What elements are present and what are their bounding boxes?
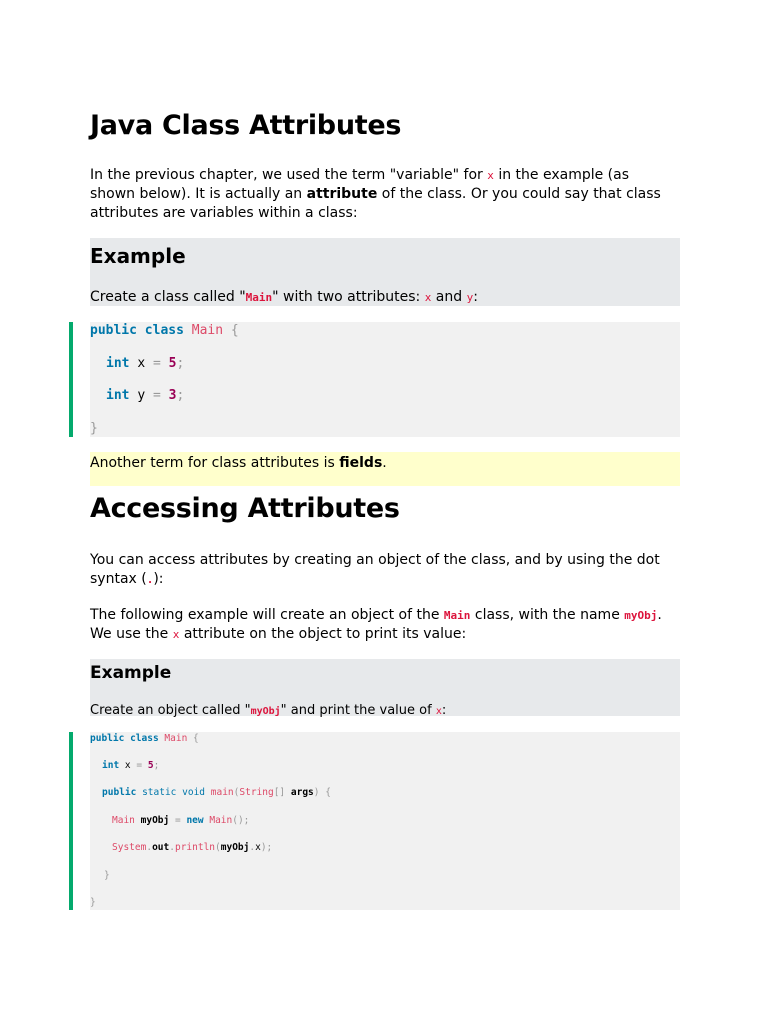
code-block-1 bbox=[90, 322, 680, 437]
example-box-2 bbox=[90, 659, 680, 716]
code-line bbox=[106, 388, 184, 403]
code-token: 3 bbox=[168, 388, 177, 403]
code-line bbox=[104, 870, 110, 881]
access-paragraph-2 bbox=[90, 606, 675, 644]
code-token: } bbox=[104, 870, 110, 881]
code-token: } bbox=[90, 421, 98, 436]
code-token: Main bbox=[209, 815, 233, 826]
note-text-1: Another term for class attributes is bbox=[90, 455, 340, 471]
code-line bbox=[102, 760, 159, 771]
code-token: new bbox=[186, 815, 204, 826]
code-token: String bbox=[239, 787, 274, 798]
code-token: ); bbox=[260, 842, 273, 853]
code-token: public bbox=[90, 323, 137, 338]
code-token: args bbox=[290, 787, 314, 798]
code-token: 5 bbox=[168, 356, 177, 371]
inline-code-x: x bbox=[435, 706, 442, 717]
code-token: println bbox=[174, 842, 216, 853]
inline-code-main: Main bbox=[245, 291, 273, 304]
code-token: myObj bbox=[220, 842, 250, 853]
note-bold-fields: fields bbox=[339, 455, 383, 471]
code-token: int bbox=[102, 760, 120, 771]
example-heading-2: Example bbox=[90, 663, 172, 683]
code-token: = bbox=[152, 388, 161, 403]
example-desc-1 bbox=[90, 288, 478, 307]
code-token: = bbox=[152, 356, 161, 371]
intro-text-3: of the class. Or you could say that class attributes are variables within a class: bbox=[90, 186, 661, 221]
inline-code-x: x bbox=[424, 291, 432, 304]
code-token: Main bbox=[191, 323, 224, 338]
intro-bold-attribute: attribute bbox=[306, 186, 378, 202]
code-token: System bbox=[112, 842, 147, 853]
code-token: ( bbox=[233, 787, 240, 798]
code-token: { bbox=[325, 787, 331, 798]
code-token: static bbox=[142, 787, 177, 798]
code-token: x bbox=[137, 356, 146, 371]
section-heading-accessing: Accessing Attributes bbox=[90, 493, 400, 524]
example-heading-1: Example bbox=[90, 244, 186, 268]
code-token: int bbox=[106, 388, 130, 403]
code-line bbox=[106, 356, 184, 371]
code-token: main bbox=[210, 787, 234, 798]
note-text-2: . bbox=[382, 455, 387, 471]
code-token: 5 bbox=[147, 760, 154, 771]
code-token: = bbox=[174, 815, 181, 826]
code-token: public bbox=[102, 787, 137, 798]
example-desc-1-text-4: : bbox=[473, 289, 478, 305]
access-p1-text-1: You can access attributes by creating an object of the class, and by using the dot syntax ( bbox=[90, 552, 660, 587]
code-token: (); bbox=[232, 815, 250, 826]
code-token: ; bbox=[176, 388, 185, 403]
code-block-accent-bar-1 bbox=[69, 322, 73, 437]
note-box bbox=[90, 452, 680, 486]
note-text bbox=[90, 454, 387, 473]
code-block-2 bbox=[90, 732, 680, 910]
code-token: { bbox=[193, 733, 199, 744]
code-line bbox=[112, 815, 249, 826]
code-token: ( bbox=[215, 842, 221, 853]
code-token: class bbox=[144, 323, 184, 338]
access-p2-text-2: class, with the name bbox=[470, 607, 625, 623]
code-token: myObj bbox=[140, 815, 170, 826]
inline-code-myobj: myObj bbox=[624, 609, 658, 622]
code-token: . bbox=[249, 842, 256, 853]
access-paragraph-1 bbox=[90, 551, 675, 589]
code-token: out bbox=[152, 842, 170, 853]
code-token: x bbox=[255, 842, 261, 853]
code-token: x bbox=[124, 760, 131, 771]
code-line bbox=[102, 787, 331, 798]
code-token: ) bbox=[313, 787, 320, 798]
code-line bbox=[90, 897, 96, 908]
code-token: y bbox=[137, 388, 146, 403]
inline-code-y: y bbox=[466, 291, 474, 304]
inline-code-dot: . bbox=[146, 573, 154, 586]
code-block-accent-bar-2 bbox=[69, 732, 73, 910]
page-title: Java Class Attributes bbox=[90, 110, 402, 141]
example-box-1 bbox=[90, 238, 680, 306]
code-line bbox=[90, 323, 239, 338]
access-p1-text-2: ): bbox=[153, 571, 164, 587]
intro-paragraph bbox=[90, 166, 675, 223]
example-desc-2-text-2: " and print the value of bbox=[280, 703, 436, 718]
code-token: Main bbox=[164, 733, 188, 744]
intro-text-1: In the previous chapter, we used the term "variable" for bbox=[90, 167, 488, 183]
code-line bbox=[90, 733, 199, 744]
code-token: public bbox=[90, 733, 125, 744]
example-desc-1-text-3: and bbox=[431, 289, 467, 305]
code-token: ; bbox=[153, 760, 160, 771]
code-token: ; bbox=[176, 356, 185, 371]
code-token: [] bbox=[273, 787, 286, 798]
inline-code-main: Main bbox=[443, 609, 471, 622]
code-token: . bbox=[146, 842, 153, 853]
code-line bbox=[90, 421, 98, 436]
example-desc-2-text-1: Create an object called " bbox=[90, 703, 251, 718]
code-token: { bbox=[230, 323, 239, 338]
example-desc-2-text-3: : bbox=[441, 703, 447, 718]
access-p2-text-1: The following example will create an object of the bbox=[90, 607, 444, 623]
example-desc-2 bbox=[90, 701, 446, 721]
access-p2-text-3: . We use the bbox=[90, 607, 662, 642]
access-p2-text-4: attribute on the object to print its value: bbox=[179, 626, 467, 642]
intro-text-2: in the example (as shown below). It is actually an bbox=[90, 167, 630, 202]
inline-code-myobj: myObj bbox=[250, 706, 281, 717]
code-token: Main bbox=[112, 815, 135, 826]
inline-code-x: x bbox=[487, 169, 494, 182]
code-token: int bbox=[106, 356, 130, 371]
code-token: . bbox=[169, 842, 175, 853]
inline-code-x: x bbox=[172, 628, 180, 641]
example-desc-1-text-1: Create a class called " bbox=[90, 289, 246, 305]
code-token: class bbox=[130, 733, 159, 744]
code-line bbox=[112, 842, 272, 853]
code-token: = bbox=[136, 760, 143, 771]
example-desc-1-text-2: " with two attributes: bbox=[272, 289, 425, 305]
code-token: void bbox=[182, 787, 206, 798]
code-token: } bbox=[90, 897, 96, 908]
